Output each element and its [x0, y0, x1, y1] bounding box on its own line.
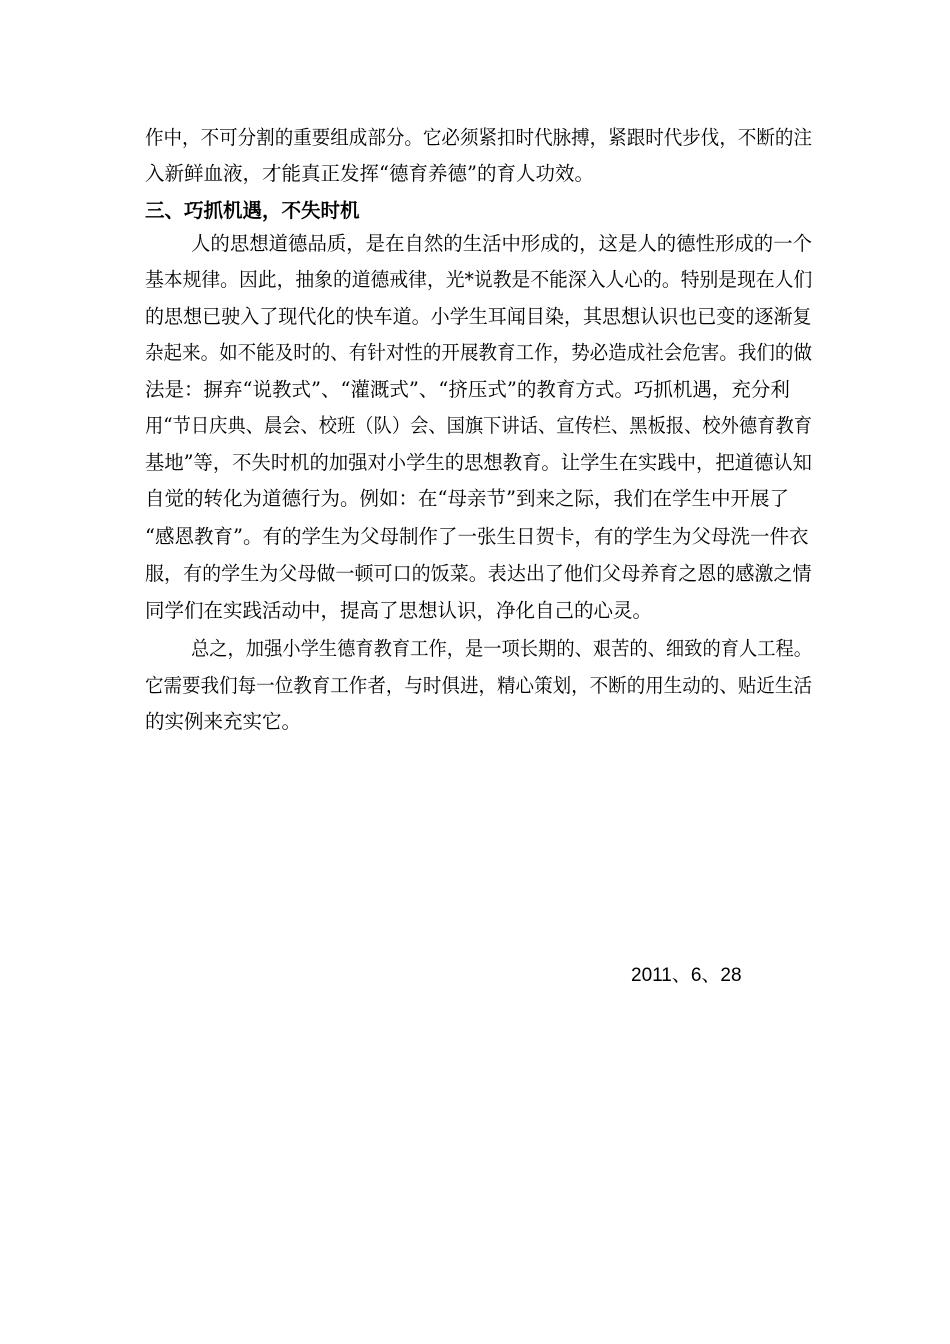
- section-heading: 三、巧抓机遇，不失时机: [145, 199, 360, 222]
- paragraph-1-line-1: 人的思想道德品质，是在自然的生活中形成的，这是人的德性形成的一个: [191, 232, 813, 255]
- paragraph-1-line-8: 自觉的转化为道德行为。例如：在“母亲节”到来之际，我们在学生中开展了: [145, 487, 789, 510]
- paragraph-2-line-2: 它需要我们每一位教育工作者，与时俱进，精心策划，不断的用生动的、贴近生活: [145, 674, 812, 697]
- intro-line-1: 作中，不可分割的重要组成部分。它必须紧扣时代脉搏，紧跟时代步伐，不断的注: [145, 126, 812, 149]
- document-date: 2011、6、28: [631, 965, 742, 986]
- paragraph-1-line-4: 杂起来。如不能及时的、有针对性的开展教育工作，势必造成社会危害。我们的做: [145, 341, 812, 364]
- paragraph-1-line-2: 基本规律。因此，抽象的道德戒律，光*说教是不能深入人心的。特别是现在人们: [145, 268, 813, 291]
- paragraph-1-line-10: 服，有的学生为父母做一顿可口的饭菜。表达出了他们父母养育之恩的感激之情: [145, 562, 812, 585]
- paragraph-1-line-9: “感恩教育”。有的学生为父母制作了一张生日贺卡，有的学生为父母洗一件衣: [145, 525, 809, 548]
- intro-line-2: 入新鲜血液，才能真正发挥“德育养德”的育人功效。: [145, 162, 594, 185]
- paragraph-1-line-11: 同学们在实践活动中，提高了思想认识，净化自己的心灵。: [145, 599, 653, 622]
- paragraph-1-line-6: 用“节日庆典、晨会、校班（队）会、国旗下讲话、宣传栏、黑板报、校外德育教育: [145, 414, 812, 437]
- paragraph-2-line-1: 总之，加强小学生德育教育工作，是一项长期的、艰苦的、细致的育人工程。: [191, 637, 813, 660]
- paragraph-1-line-7: 基地”等，不失时机的加强对小学生的思想教育。让学生在实践中，把道德认知: [145, 451, 812, 474]
- paragraph-1-line-5: 法是：摒弃“说教式”、“灌溉式”、“挤压式”的教育方式。巧抓机遇，充分利: [145, 378, 790, 401]
- paragraph-2-line-3: 的实例来充实它。: [145, 710, 302, 733]
- paragraph-1-line-3: 的思想已驶入了现代化的快车道。小学生耳闻目染，其思想认识也已变的逐渐复: [145, 305, 812, 328]
